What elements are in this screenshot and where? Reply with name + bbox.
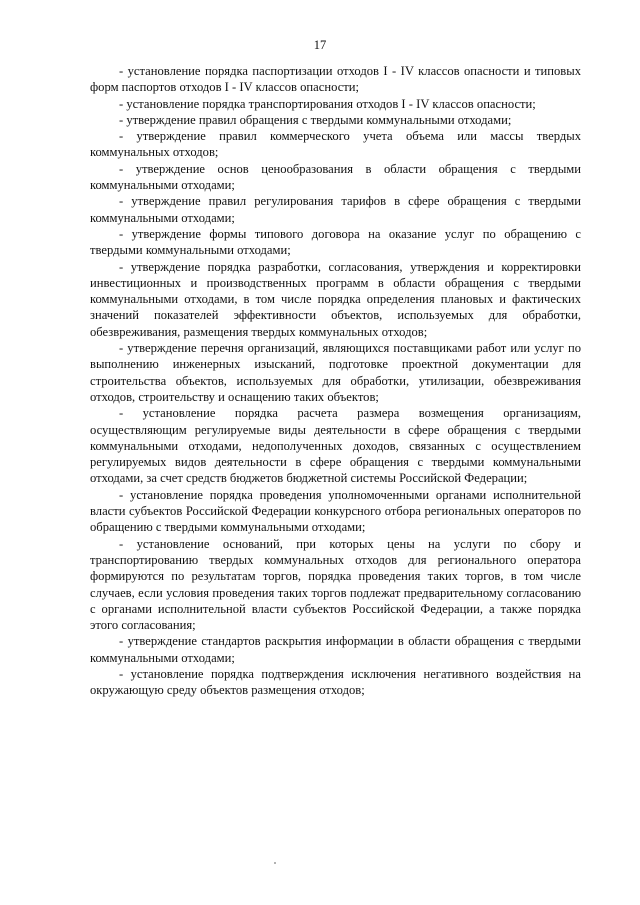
list-item-impact-exclusion: - установление порядка подтверждения исключения негативного воздействия на окружающую среду объектов размещения отходов; [90, 666, 581, 698]
page-number: 17 [313, 38, 327, 52]
list-item-handling-rules: - утверждение правил обращения с твердыми коммунальными отходами; [119, 112, 512, 127]
list-item-compensation-calculation: - установление порядка расчета размера возмещения организациям, осуществляющим регулируемые виды деятельности в сфере обращения с твердыми коммунальными отходами, недополученных доходов, связанных с осуществлением регулируемых видов деятельности в сфере обращения с твердыми коммунальными отходами, за счет средств бюджетов бюджетной системы Российской Федерации; [90, 406, 581, 486]
list-item-transportation-order: - установление порядка транспортирования отходов I - IV классов опасности; [119, 96, 536, 111]
list-item-passportization: - установление порядка паспортизации отходов I - IV классов опасности и типовых форм паспортов отходов I - IV классов опасности; [90, 64, 581, 95]
list-item-pricing-basics: - утверждение основ ценообразования в области обращения с твердыми коммунальными отходами; [90, 161, 581, 193]
list-item-operator-selection: - установление порядка проведения уполномоченными органами исполнительной власти субъектов Российской Федерации конкурсного отбора региональных операторов по обращению с твердыми коммунальными отходами; [90, 487, 581, 535]
document-text-body [90, 63, 581, 699]
list-item-tariff-regulation: - утверждение правил регулирования тарифов в сфере обращения с твердыми коммунальными отходами; [90, 194, 581, 225]
list-item-commercial-accounting: - утверждение правил коммерческого учета объема или массы твердых коммунальных отходов; [90, 129, 581, 160]
list-item-investment-programs: - утверждение порядка разработки, согласования, утверждения и корректировки инвестиционных и производственных программ в области обращения с твердыми коммунальными отходами, в том числе порядка определения плановых и фактических значений показателей эффективности объектов, используемых для обработки, обезвреживания, размещения твердых коммунальных отходов; [90, 259, 581, 339]
list-item-suppliers-list: - утверждение перечня организаций, являющихся поставщиками работ или услуг по выполнению инженерных изысканий, подготовке проектной документации для строительства объектов, используемых для обработки, утилизации, обезвреживания отходов, строительству и оснащению таких объектов; [90, 341, 581, 404]
list-item-disclosure-standards: - утверждение стандартов раскрытия информации в области обращения с твердыми коммунальными отходами; [90, 634, 581, 665]
list-item-standard-contract-form: - утверждение формы типового договора на оказание услуг по обращению с твердыми коммунальными отходами; [90, 226, 581, 258]
list-item-tender-pricing: - установление оснований, при которых цены на услуги по сбору и транспортированию твердых коммунальных отходов для регионального оператора формируются по результатам торгов, порядка проведения таких торгов, в том числе случаев, если условия проведения таких торгов подлежат предварительному согласованию с органами исполнительной власти субъектов Российской Федерации, а также порядка этого согласования; [90, 536, 581, 633]
scan-speck [274, 862, 276, 864]
